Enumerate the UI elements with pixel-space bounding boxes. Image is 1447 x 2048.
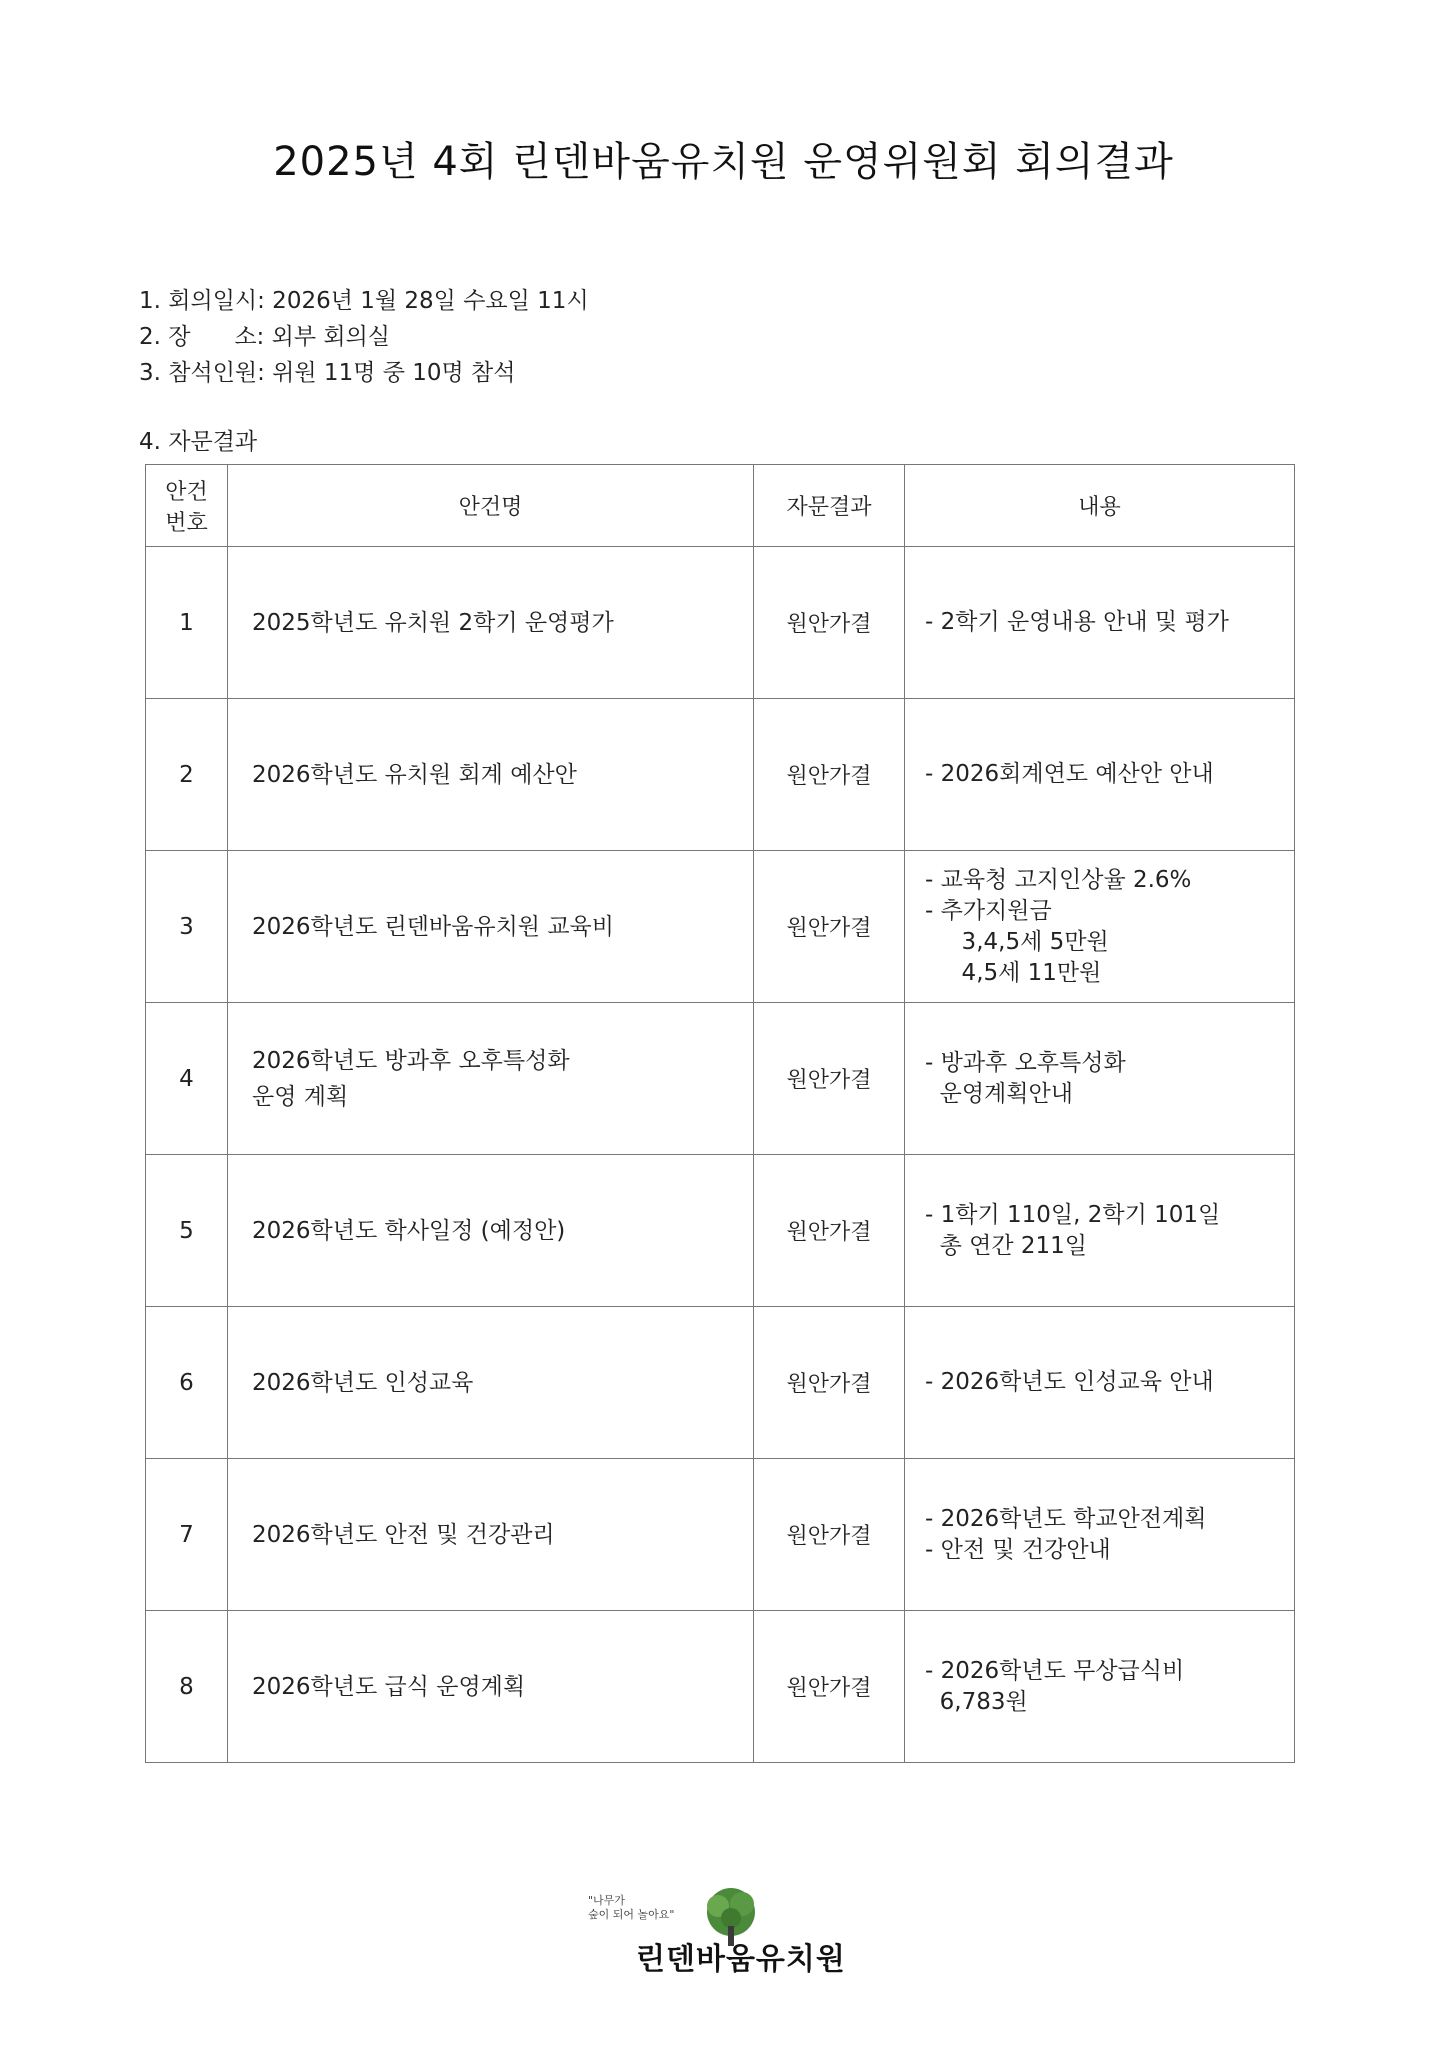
consultation-result: 원안가결 — [754, 547, 905, 699]
kindergarten-logo — [588, 1886, 858, 1981]
header-number-line1: 안건 — [165, 479, 208, 505]
meeting-datetime: 1. 회의일시: 2026년 1월 28일 수요일 11시 — [139, 288, 589, 314]
agenda-content — [905, 1307, 1295, 1459]
consultation-result: 원안가결 — [754, 1307, 905, 1459]
agenda-name — [228, 547, 754, 699]
agenda-content — [905, 1459, 1295, 1611]
agenda-name-line: 2026학년도 인성교육 — [252, 1369, 474, 1396]
agenda-name-line: 2026학년도 유치원 회계 예산안 — [252, 761, 577, 788]
table-header-row — [146, 465, 1295, 547]
agenda-number: 1 — [146, 547, 228, 699]
agenda-content-line: - 2026학년도 인성교육 안내 — [925, 1369, 1214, 1395]
logo-motto-line2: 숲이 되어 놀아요" — [588, 1908, 675, 1921]
agenda-number: 4 — [146, 1003, 228, 1155]
logo-kindergarten-name: 린덴바움유치원 — [636, 1942, 846, 1977]
table-row — [146, 1003, 1295, 1155]
section-title-consultation: 4. 자문결과 — [139, 429, 258, 455]
table-row — [146, 1155, 1295, 1307]
agenda-content-line: - 교육청 고지인상율 2.6% — [925, 866, 1192, 893]
consultation-result: 원안가결 — [754, 699, 905, 851]
agenda-number: 8 — [146, 1611, 228, 1763]
agenda-name-line: 2026학년도 학사일정 (예정안) — [252, 1217, 566, 1244]
agenda-name-line: 2026학년도 린덴바움유치원 교육비 — [252, 913, 614, 940]
table-row — [146, 1307, 1295, 1459]
agenda-name — [228, 1155, 754, 1307]
agenda-name — [228, 851, 754, 1003]
agenda-name-line: 2026학년도 방과후 오후특성화 — [252, 1047, 570, 1074]
header-content: 내용 — [905, 465, 1295, 547]
agenda-content-line: 총 연간 211일 — [925, 1232, 1088, 1259]
table-row — [146, 1459, 1295, 1611]
agenda-number: 3 — [146, 851, 228, 1003]
agenda-name-line: 2026학년도 급식 운영계획 — [252, 1673, 526, 1700]
table-row — [146, 699, 1295, 851]
meeting-location: 2. 장 소: 외부 회의실 — [139, 324, 391, 350]
logo-motto-line1: "나무가 — [588, 1894, 625, 1907]
agenda-content — [905, 1155, 1295, 1307]
agenda-content-line: 6,783원 — [925, 1688, 1028, 1715]
agenda-content-line: - 안전 및 건강안내 — [925, 1536, 1111, 1563]
agenda-content-line: - 방과후 오후특성화 — [925, 1049, 1126, 1076]
agenda-name — [228, 1459, 754, 1611]
meeting-attendance: 3. 참석인원: 위원 11명 중 10명 참석 — [139, 360, 516, 386]
consultation-result: 원안가결 — [754, 1611, 905, 1763]
agenda-content-line: - 1학기 110일, 2학기 101일 — [925, 1201, 1221, 1228]
agenda-content-line: - 추가지원금 — [925, 897, 1052, 924]
agenda-content — [905, 547, 1295, 699]
agenda-content-line: 4,5세 11만원 — [925, 959, 1102, 986]
agenda-name-line: 운영 계획 — [252, 1083, 349, 1110]
agenda-content — [905, 1611, 1295, 1763]
consultation-result: 원안가결 — [754, 1155, 905, 1307]
agenda-name — [228, 1003, 754, 1155]
header-result: 자문결과 — [754, 465, 905, 547]
agenda-content-line: 운영계획안내 — [925, 1080, 1073, 1107]
consultation-result: 원안가결 — [754, 1459, 905, 1611]
agenda-name-line: 2026학년도 안전 및 건강관리 — [252, 1521, 555, 1548]
agenda-content-line: - 2026학년도 무상급식비 — [925, 1657, 1185, 1684]
agenda-name — [228, 1611, 754, 1763]
header-agenda-number — [146, 465, 228, 547]
agenda-number: 2 — [146, 699, 228, 851]
header-number-line2: 번호 — [165, 510, 208, 536]
agenda-number: 6 — [146, 1307, 228, 1459]
table-row — [146, 547, 1295, 699]
consultation-result: 원안가결 — [754, 1003, 905, 1155]
consultation-result: 원안가결 — [754, 851, 905, 1003]
agenda-name — [228, 1307, 754, 1459]
agenda-content-line: - 2026학년도 학교안전계획 — [925, 1505, 1207, 1532]
document-title: 2025년 4회 린덴바움유치원 운영위원회 회의결과 — [273, 139, 1174, 185]
agenda-content — [905, 1003, 1295, 1155]
agenda-content-line: - 2학기 운영내용 안내 및 평가 — [925, 609, 1229, 635]
table-row — [146, 851, 1295, 1003]
agenda-number: 5 — [146, 1155, 228, 1307]
header-agenda-name: 안건명 — [228, 465, 754, 547]
agenda-content — [905, 851, 1295, 1003]
agenda-name-line: 2025학년도 유치원 2학기 운영평가 — [252, 609, 614, 636]
consultation-results-table — [145, 464, 1295, 1763]
agenda-name — [228, 699, 754, 851]
agenda-content — [905, 699, 1295, 851]
table-row — [146, 1611, 1295, 1763]
logo-motto — [588, 1894, 674, 1922]
agenda-content-line: - 2026회계연도 예산안 안내 — [925, 761, 1214, 787]
agenda-content-line: 3,4,5세 5만원 — [925, 928, 1109, 955]
agenda-number: 7 — [146, 1459, 228, 1611]
